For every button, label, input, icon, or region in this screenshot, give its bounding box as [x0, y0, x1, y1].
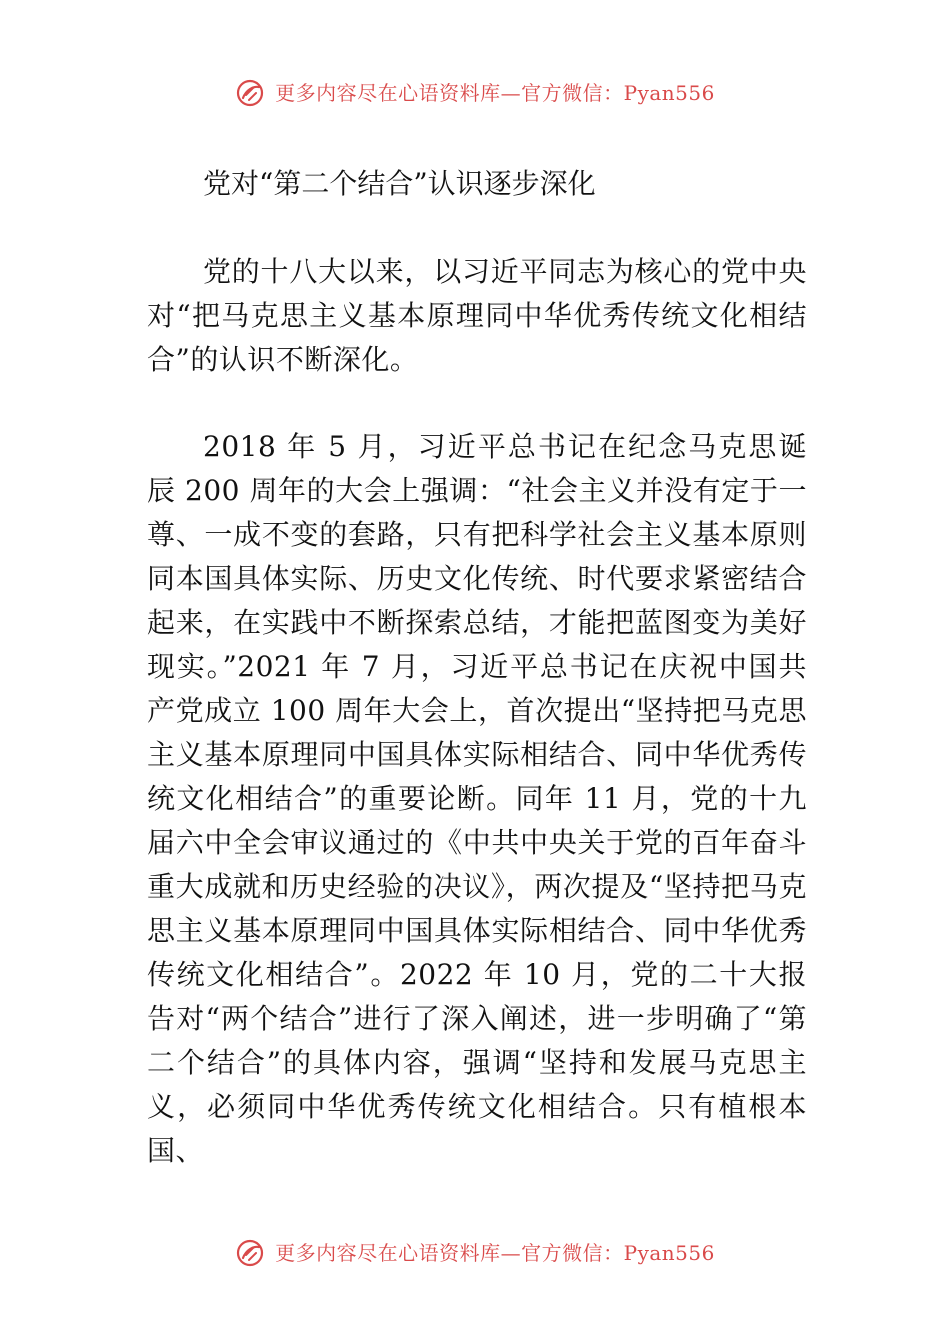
- stamp-logo-icon: [235, 1238, 265, 1268]
- paragraph-intro: 党的十八大以来，以习近平同志为核心的党中央对“把马克思主义基本原理同中华优秀传统文化相结合”的认识不断深化。: [147, 255, 807, 376]
- document-title: 党对“第二个结合”认识逐步深化: [203, 167, 596, 200]
- paragraph-timeline: 2018 年 5 月，习近平总书记在纪念马克思诞辰 200 周年的大会上强调：“社会主义并没有定于一尊、一成不变的套路，只有把科学社会主义基本原则同本国具体实际、历史文化传统、时代要求紧密结合起来，在实践中不断探索总结，才能把蓝图变为美好现实。”2021 年 7 月，习近平总书记在庆祝中国共产党成立 100 周年大会上，首次提出“坚持把马克思主义基本原理同中国具体实际相结合、同中华优秀传统文化相结合”的重要论断。同年 11 月，党的十九届六中全会审议通过的《中共中央关于党的百年奋斗重大成就和历史经验的决议》，两次提及“坚持把马克思主义基本原理同中国具体实际相结合、同中华优秀传统文化相结合”。2022 年 10 月，党的二十大报告对“两个结合”进行了深入阐述，进一步明确了“第二个结合”的具体内容，强调“坚持和发展马克思主义，必须同中华优秀传统文化相结合。只有植根本国、: [147, 430, 807, 1167]
- document-body: [147, 162, 807, 1216]
- footer-watermark-text: 更多内容尽在心语资料库—官方微信：Pyan556: [275, 1241, 715, 1265]
- header-watermark-text: 更多内容尽在心语资料库—官方微信：Pyan556: [275, 81, 715, 105]
- stamp-logo-icon: [235, 78, 265, 108]
- footer-watermark: [0, 1238, 950, 1268]
- header-watermark: [0, 78, 950, 108]
